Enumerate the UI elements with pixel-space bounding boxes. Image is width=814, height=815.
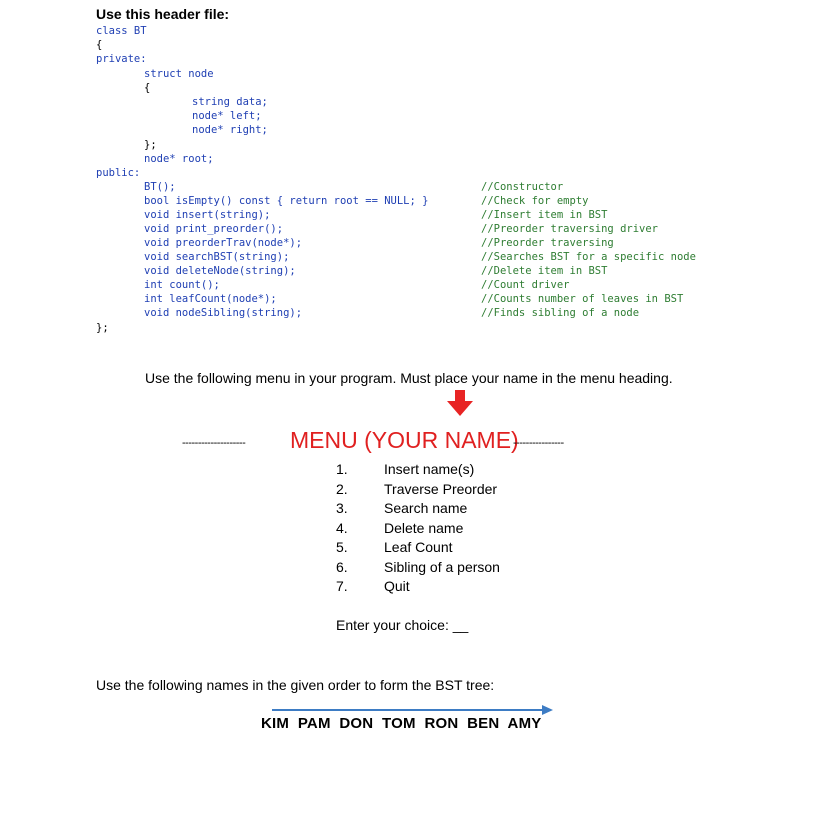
menu-item-label: Leaf Count [384,539,453,555]
code-public-label: public: [96,167,141,179]
code-comment: //Preorder traversing [481,237,614,249]
code-field-left: node* left; [192,110,262,122]
menu-item-number: 1. [336,461,348,477]
code-method: int leafCount(node*); [144,293,277,305]
menu-dashes-left: -------------------- [182,437,246,449]
menu-item-number: 5. [336,539,348,555]
code-comment: //Searches BST for a specific node [481,251,696,263]
menu-item-number: 7. [336,578,348,594]
menu-item-label: Traverse Preorder [384,481,498,497]
code-method: BT(); [144,181,176,193]
menu-item-label: Delete name [384,520,464,536]
code-method: int count(); [144,279,220,291]
code-comment: //Insert item in BST [481,209,608,221]
menu-title: MENU (YOUR NAME) [290,427,519,453]
menu-item-label: Sibling of a person [384,559,500,575]
menu-item-number: 6. [336,559,348,575]
code-class-close: }; [96,322,109,334]
code-comment: //Preorder traversing driver [481,223,659,235]
code-field-data: string data; [192,96,268,108]
code-comment: //Delete item in BST [481,265,608,277]
code-struct-open: { [144,82,151,94]
menu-dashes-right: ---------------- [513,437,564,449]
code-method: void nodeSibling(string); [144,307,303,319]
code-class-line: class BT [96,25,147,37]
code-field-right: node* right; [192,124,268,136]
code-comment: //Finds sibling of a node [481,307,640,319]
menu-item-number: 3. [336,500,348,516]
code-method: void preorderTrav(node*); [144,237,303,249]
code-comment: //Counts number of leaves in BST [481,293,684,305]
code-method: void insert(string); [144,209,271,221]
page-heading: Use this header file: [96,6,230,22]
down-arrow-icon [445,390,475,418]
code-method: void deleteNode(string); [144,265,296,277]
menu-item-number: 2. [336,481,348,497]
menu-item-label: Search name [384,500,468,516]
code-struct-line: struct node [144,68,214,80]
names-instruction: Use the following names in the given order to form the BST tree: [96,677,495,693]
code-method: bool isEmpty() const { return root == NULL; } [144,195,429,207]
menu-item-number: 4. [336,520,348,536]
code-method: void print_preorder(); [144,223,284,235]
menu-instruction: Use the following menu in your program. Must place your name in the menu heading. [145,370,673,386]
code-comment: //Constructor [481,181,564,193]
code-comment: //Count driver [481,279,570,291]
code-open-brace: { [96,39,103,51]
code-comment: //Check for empty [481,195,589,207]
bst-names: KIM PAM DON TOM RON BEN AMY [261,715,542,732]
code-struct-close: }; [144,139,157,151]
code-method: void searchBST(string); [144,251,290,263]
choice-prompt: Enter your choice: __ [336,617,469,633]
code-private-label: private: [96,53,147,65]
menu-item-label: Quit [384,578,410,594]
menu-item-label: Insert name(s) [384,461,475,477]
code-root-line: node* root; [144,153,214,165]
